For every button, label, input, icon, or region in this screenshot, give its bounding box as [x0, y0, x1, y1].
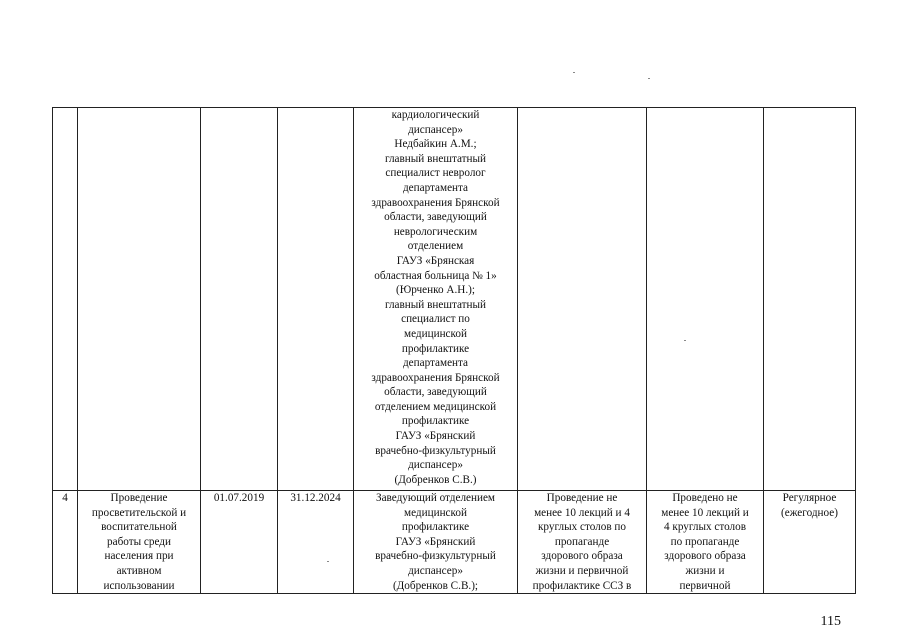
table-row-4	[53, 491, 856, 594]
cell-indicator: Проведено не менее 10 лекций и 4 круглых столов по пропаганде здорового образа жизни и первичной	[647, 491, 764, 594]
scan-speck	[648, 78, 650, 79]
cell-event: Проведение просветительской и воспитательной работы среди населения при активном использовании	[78, 491, 201, 594]
cell-responsible: кардиологический диспансер» Недбайкин А.М.; главный внештатный специалист невролог департамента здравоохранения Брянской области, заведующий неврологическим отделением ГАУЗ «Брянская областная больница № 1» (Юрченко А.Н.); главный внештатный специалист по медицинской профилактике департамента здравоохранения Брянской области, заведующий отделением медицинской профилактике ГАУЗ «Брянский врачебно-физкультурный диспансер» (Добренков С.В.)	[354, 108, 518, 491]
cell-start-date: 01.07.2019	[201, 491, 278, 594]
cell-end-date: 31.12.2024	[278, 491, 354, 594]
cell-event	[78, 108, 201, 491]
page-number: 115	[820, 614, 841, 629]
cell-result	[518, 108, 647, 491]
scan-speck	[573, 72, 575, 73]
cell-indicator	[647, 108, 764, 491]
cell-responsible: Заведующий отделением медицинской профилактике ГАУЗ «Брянский врачебно-физкультурный диспансер» (Добренков С.В.);	[354, 491, 518, 594]
cell-number	[53, 108, 78, 491]
cell-start-date	[201, 108, 278, 491]
cell-type: Регулярное (ежегодное)	[764, 491, 856, 594]
cell-number: 4	[53, 491, 78, 594]
cell-end-date	[278, 108, 354, 491]
cell-result: Проведение не менее 10 лекций и 4 круглых столов по пропаганде здорового образа жизни и первичной профилактике ССЗ в	[518, 491, 647, 594]
cell-type	[764, 108, 856, 491]
table-row-continuation	[53, 108, 856, 491]
plan-table	[52, 107, 856, 594]
